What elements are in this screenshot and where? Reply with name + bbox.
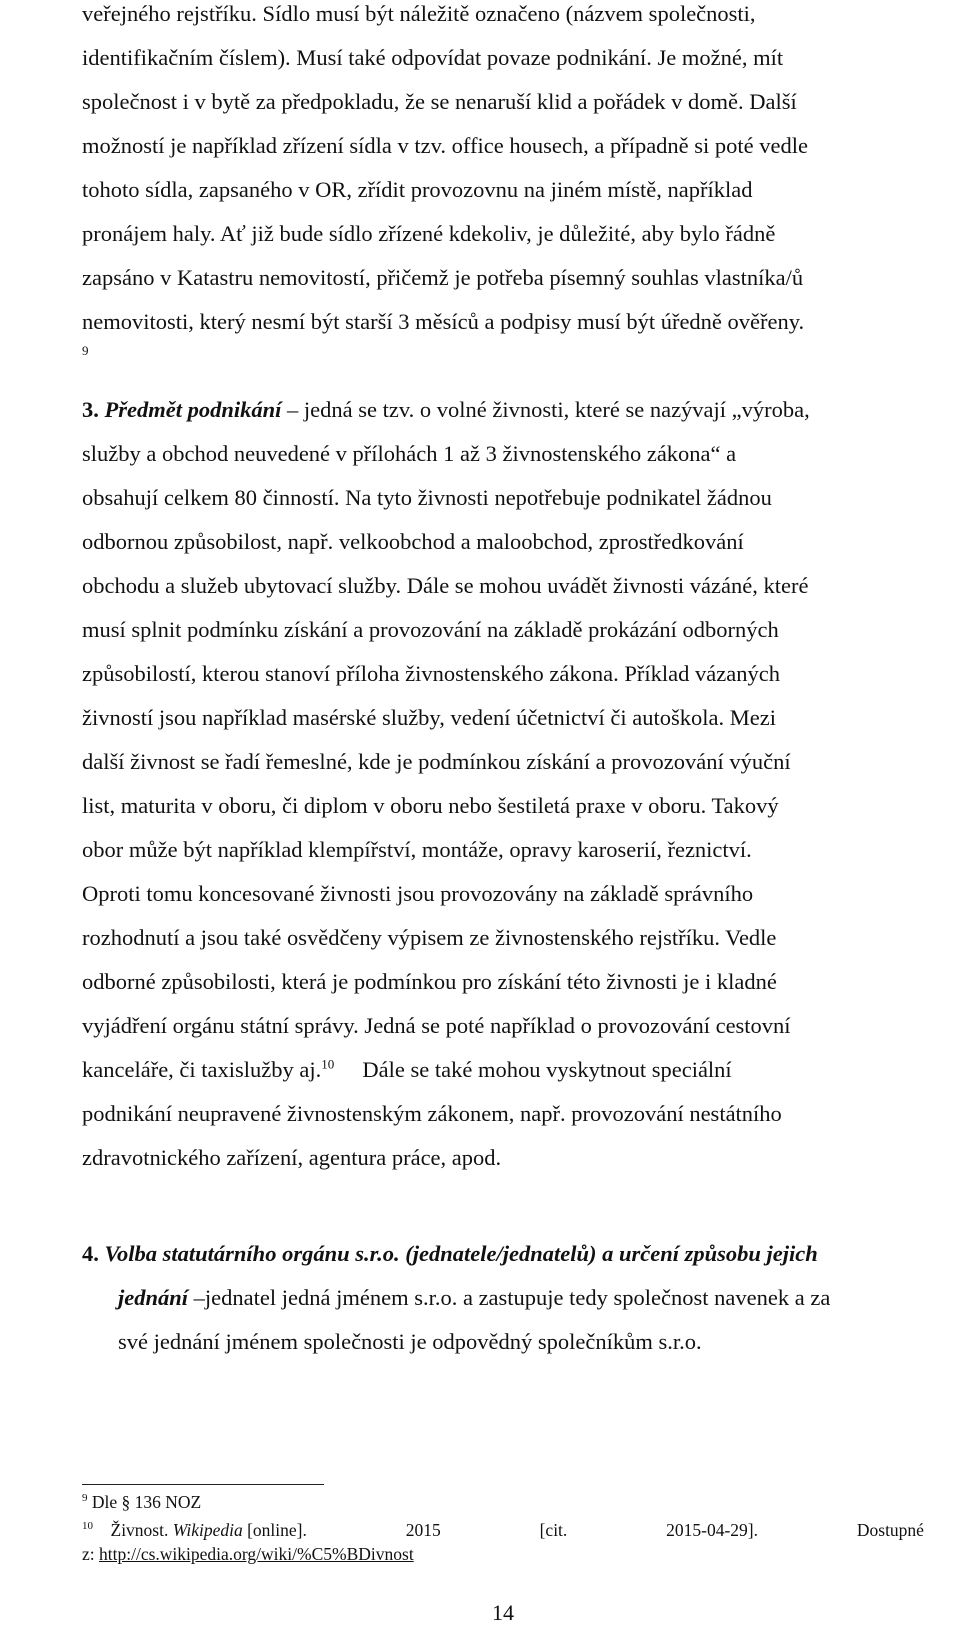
list-number: 4.: [82, 1241, 99, 1266]
list-item-3-first-line: 3. Předmět podnikání – jedná se tzv. o volné živnosti, které se nazývají „výroba,: [82, 397, 810, 422]
body-line: živností jsou například masérské služby, vedení účetnictví či autoškola. Mezi: [82, 705, 776, 730]
body-line: obchodu a služeb ubytovací služby. Dále se mohou uvádět živnosti vázáné, které: [82, 573, 809, 598]
body-line: tohoto sídla, zapsaného v OR, zřídit provozovnu na jiném místě, například: [82, 177, 753, 202]
body-line: list, maturita v oboru, či diplom v oboru nebo šestiletá praxe v oboru. Takový: [82, 793, 779, 818]
footnote-separator: [82, 1484, 324, 1485]
body-line: služby a obchod neuvedené v přílohách 1 až 3 živnostenského zákona“ a: [82, 441, 737, 466]
body-line: způsobilostí, kterou stanoví příloha živnostenského zákona. Příklad vázaných: [82, 661, 780, 686]
body-line: vyjádření orgánu státní správy. Jedná se poté například o provozování cestovní: [82, 1013, 791, 1038]
body-line: jednání –jednatel jedná jménem s.r.o. a zastupuje tedy společnost navenek a za: [118, 1285, 831, 1310]
wikipedia-link[interactable]: http://cs.wikipedia.org/wiki/%C5%BDivnost: [99, 1544, 414, 1564]
list-item-title: Předmět podnikání: [104, 397, 282, 422]
list-item-4-first-line: [82, 1232, 818, 1276]
footnote-ref-9[interactable]: 9: [82, 343, 89, 358]
body-line: obor může být například klempířství, montáže, opravy karoserií, řeznictví.: [82, 837, 752, 862]
list-number: 3.: [82, 397, 99, 422]
body-line: své jednání jménem společnosti je odpovědný společníkům s.r.o.: [118, 1329, 702, 1354]
body-line: společnost i v bytě za předpokladu, že se nenaruší klid a pořádek v domě. Další: [82, 89, 797, 114]
body-line: pronájem haly. Ať již bude sídlo zřízené kdekoliv, je důležité, aby bylo řádně: [82, 221, 776, 246]
footnote-ref-10[interactable]: 10: [321, 1056, 335, 1072]
footnote-9: $^9$ Dle § 136 NOZ: [82, 1492, 202, 1512]
body-line: identifikačním číslem). Musí také odpovídat povaze podnikání. Je možné, mít: [82, 45, 784, 70]
body-line: možností je například zřízení sídla v tzv. office housech, a případně si poté vedle: [82, 133, 809, 158]
body-line: obsahují celkem 80 činností. Na tyto živnosti nepotřebuje podnikatel žádnou: [82, 485, 772, 510]
page-number: 14: [492, 1600, 514, 1625]
body-line: odborné způsobilosti, která je podmínkou pro získání této živnosti je i kladné: [82, 969, 777, 994]
body-line-with-footnote: kanceláře, či taxislužby aj.$^{10}$ Dále se také mohou vyskytnout speciální: [82, 1056, 732, 1082]
body-line: podnikání neupravené živnostenským zákonem, např. provozování nestátního: [82, 1101, 782, 1126]
footnote-10: $^{10}$ Živnost. Wikipedia [online]. 2015 [cit. 2015-04-29]. Dostupné: [82, 1520, 924, 1540]
body-line: nemovitosti, který nesmí být starší 3 měsíců a podpisy musí být úředně ověřeny.: [82, 309, 805, 334]
body-line: rozhodnutí a jsou také osvědčeny výpisem ze živnostenského rejstříku. Vedle: [82, 925, 777, 950]
list-item-title: Volba statutárního orgánu s.r.o. (jednatele/jednatelů) a určení způsobu jejich: [104, 1241, 818, 1266]
body-line: musí splnit podmínku získání a provozování na základě prokázání odborných: [82, 617, 779, 642]
footnote-10-line2: z: http://cs.wikipedia.org/wiki/%C5%BDivnost: [82, 1544, 414, 1564]
body-line: další živnost se řadí řemeslné, kde je podmínkou získání a provozování výuční: [82, 749, 791, 774]
body-line: zapsáno v Katastru nemovitostí, přičemž je potřeba písemný souhlas vlastníka/ů: [82, 265, 804, 290]
body-line: Oproti tomu koncesované živnosti jsou provozovány na základě správního: [82, 881, 754, 906]
body-line: zdravotnického zařízení, agentura práce, apod.: [82, 1145, 502, 1170]
body-line: odbornou způsobilost, např. velkoobchod a maloobchod, zprostředkování: [82, 529, 744, 554]
body-line: veřejného rejstříku. Sídlo musí být náležitě označeno (názvem společnosti,: [82, 1, 756, 26]
